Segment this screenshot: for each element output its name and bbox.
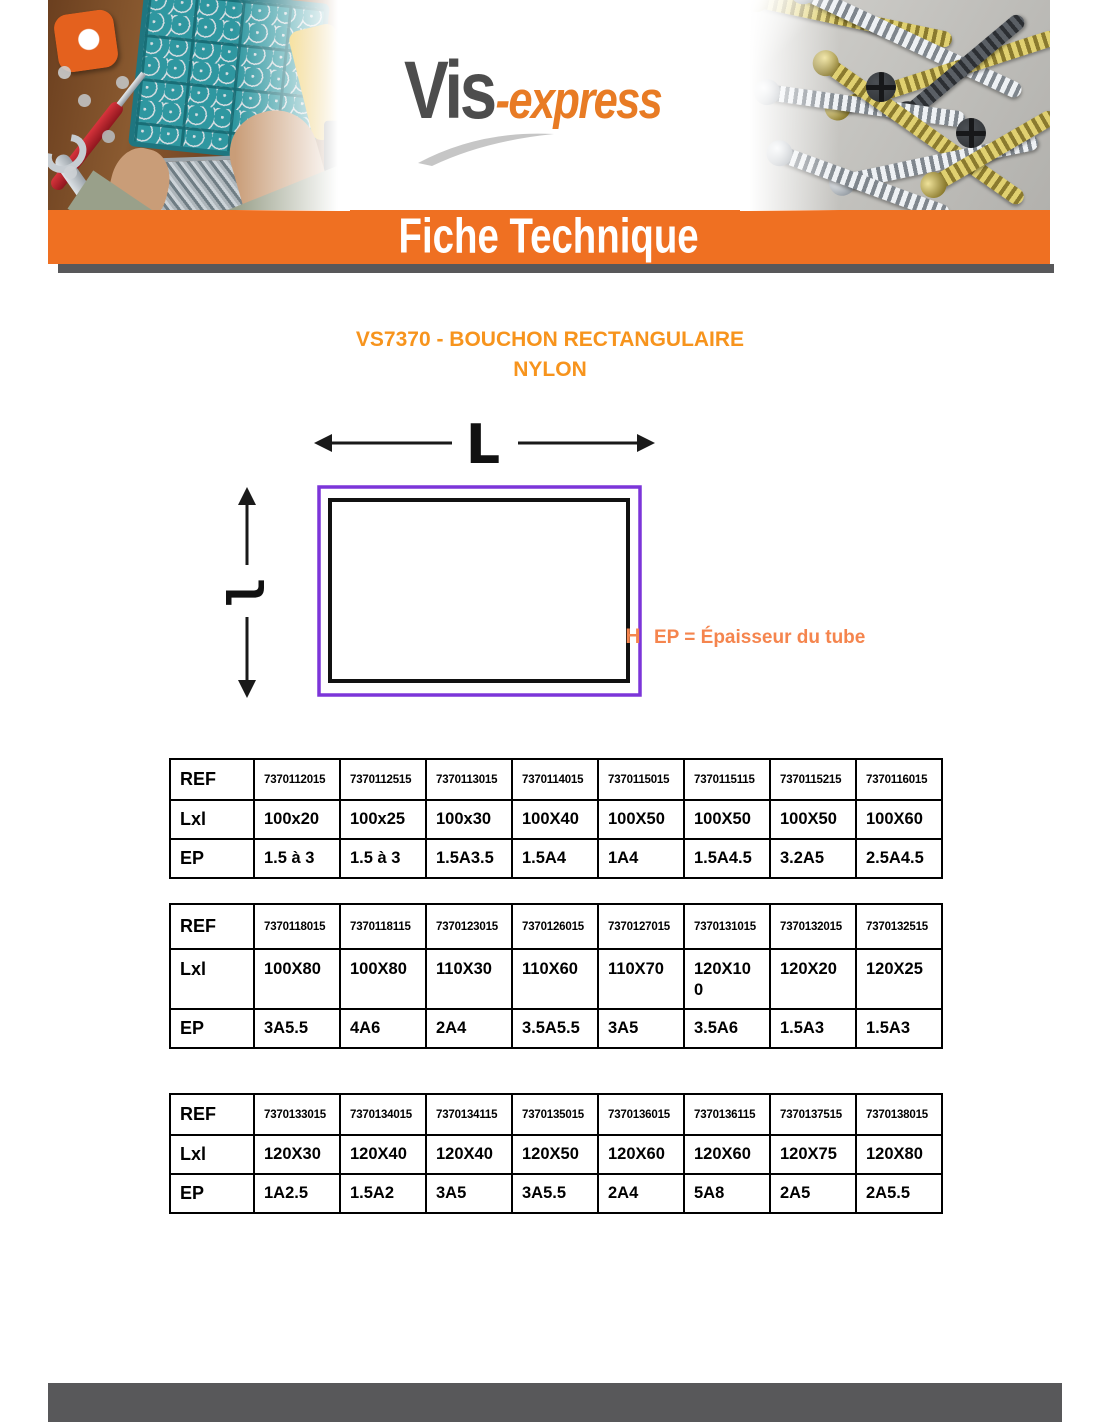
ref-value: 7370135015 bbox=[512, 1094, 598, 1135]
dim-value bbox=[254, 800, 340, 839]
ep-value: 1.5A2 bbox=[340, 1174, 426, 1213]
ref-value: 7370126015 bbox=[512, 904, 598, 949]
ref-value: 7370123015 bbox=[426, 904, 512, 949]
ref-value: 7370134015 bbox=[340, 1094, 426, 1135]
ep-value: 3A5.5 bbox=[512, 1174, 598, 1213]
dim-value bbox=[856, 800, 942, 839]
dim-value-text: 100x30 bbox=[436, 810, 492, 829]
dim-value-text: 100x20 bbox=[264, 810, 320, 829]
row-label: REF bbox=[170, 759, 254, 800]
ref-value: 7370116015 bbox=[856, 759, 942, 800]
ep-value: 5A8 bbox=[684, 1174, 770, 1213]
dim-value-text: 120X25 bbox=[866, 960, 923, 978]
dim-value bbox=[684, 949, 770, 1009]
ref-value: 7370115115 bbox=[684, 759, 770, 800]
dim-value-text: 120X50 bbox=[522, 1145, 579, 1164]
dim-value bbox=[426, 949, 512, 1009]
dim-value bbox=[340, 949, 426, 1009]
spec-table-1 bbox=[169, 758, 943, 879]
row-label: EP bbox=[170, 839, 254, 878]
dim-value bbox=[770, 1135, 856, 1174]
dim-value-text: 120X75 bbox=[780, 1145, 837, 1164]
dim-value-text: 120X40 bbox=[350, 1145, 407, 1164]
dim-value bbox=[426, 800, 512, 839]
dim-value bbox=[598, 949, 684, 1009]
ep-value: 2A5 bbox=[770, 1174, 856, 1213]
ep-value: 3A5 bbox=[598, 1009, 684, 1048]
tube-outer-wall bbox=[319, 487, 640, 695]
ref-value: 7370118115 bbox=[340, 904, 426, 949]
arrow-up-icon bbox=[238, 487, 256, 505]
ref-value: 7370115215 bbox=[770, 759, 856, 800]
ref-value: 7370112015 bbox=[254, 759, 340, 800]
ep-value: 1.5 à 3 bbox=[254, 839, 340, 878]
ref-value: 7370118015 bbox=[254, 904, 340, 949]
product-title bbox=[0, 325, 1100, 385]
ep-value: 2A4 bbox=[426, 1009, 512, 1048]
ref-value: 7370113015 bbox=[426, 759, 512, 800]
ep-value: 1A2.5 bbox=[254, 1174, 340, 1213]
spec-table-3 bbox=[169, 1093, 943, 1214]
dim-value bbox=[684, 1135, 770, 1174]
ref-value: 7370138015 bbox=[856, 1094, 942, 1135]
dim-value bbox=[770, 949, 856, 1009]
product-title-line2: NYLON bbox=[513, 358, 587, 381]
ep-value: 2A5.5 bbox=[856, 1174, 942, 1213]
ep-value: 1.5A4 bbox=[512, 839, 598, 878]
dim-value-text: 120X100 bbox=[694, 960, 751, 999]
dim-value-text: 100X50 bbox=[694, 810, 751, 829]
ref-value: 7370137515 bbox=[770, 1094, 856, 1135]
ref-value: 7370132015 bbox=[770, 904, 856, 949]
dim-value-text: 100X50 bbox=[780, 810, 837, 829]
ep-note: EP = Épaisseur du tube bbox=[654, 627, 866, 648]
dim-value bbox=[254, 1135, 340, 1174]
dim-value-text: 110X70 bbox=[608, 960, 664, 978]
spec-table-2 bbox=[169, 903, 943, 1049]
dim-value-text: 110X60 bbox=[522, 960, 578, 978]
dim-value bbox=[856, 949, 942, 1009]
ep-value: 1.5A3 bbox=[770, 1009, 856, 1048]
ep-value: 1.5A4.5 bbox=[684, 839, 770, 878]
ep-value: 1.5A3.5 bbox=[426, 839, 512, 878]
dim-value-text: 100X50 bbox=[608, 810, 665, 829]
dim-value bbox=[684, 800, 770, 839]
ep-value: 2A4 bbox=[598, 1174, 684, 1213]
dim-value bbox=[340, 1135, 426, 1174]
dim-value-text: 110X30 bbox=[436, 960, 492, 978]
arrow-down-icon bbox=[238, 680, 256, 698]
dim-value-text: 120X20 bbox=[780, 960, 837, 978]
dim-value bbox=[426, 1135, 512, 1174]
ref-value: 7370115015 bbox=[598, 759, 684, 800]
ref-value: 7370114015 bbox=[512, 759, 598, 800]
banner-shadow bbox=[58, 264, 1054, 273]
dim-value-text: 100X60 bbox=[866, 810, 923, 829]
dim-value bbox=[254, 949, 340, 1009]
length-label: L bbox=[465, 413, 501, 476]
ref-value: 7370134115 bbox=[426, 1094, 512, 1135]
dim-value bbox=[340, 800, 426, 839]
dim-value-text: 120X30 bbox=[264, 1145, 321, 1164]
ref-value: 7370136015 bbox=[598, 1094, 684, 1135]
arrow-right-icon bbox=[637, 434, 655, 452]
row-label: Lxl bbox=[170, 800, 254, 839]
photo-fade bbox=[740, 0, 1050, 211]
ref-value: 7370132515 bbox=[856, 904, 942, 949]
dim-value-text: 120X40 bbox=[436, 1145, 493, 1164]
product-title-line1: VS7370 - BOUCHON RECTANGULAIRE bbox=[355, 328, 745, 351]
dim-value bbox=[770, 800, 856, 839]
dim-value bbox=[856, 1135, 942, 1174]
ref-value: 7370136115 bbox=[684, 1094, 770, 1135]
screws-pile-photo bbox=[740, 0, 1050, 211]
ep-value: 3.2A5 bbox=[770, 839, 856, 878]
ep-value: 1A4 bbox=[598, 839, 684, 878]
workbench-photo bbox=[48, 0, 350, 211]
dim-value bbox=[598, 1135, 684, 1174]
ep-value: 1.5 à 3 bbox=[340, 839, 426, 878]
ref-value: 7370127015 bbox=[598, 904, 684, 949]
ref-value: 7370131015 bbox=[684, 904, 770, 949]
row-label: Lxl bbox=[170, 949, 254, 1009]
dim-value-text: 100x25 bbox=[350, 810, 406, 829]
ep-value: 1.5A3 bbox=[856, 1009, 942, 1048]
banner-title: Fiche Technique bbox=[398, 209, 700, 264]
ep-value: 4A6 bbox=[340, 1009, 426, 1048]
row-label: EP bbox=[170, 1009, 254, 1048]
dim-value-text: 120X60 bbox=[608, 1145, 665, 1164]
dim-value bbox=[512, 800, 598, 839]
ep-value: 3.5A6 bbox=[684, 1009, 770, 1048]
row-label: REF bbox=[170, 1094, 254, 1135]
dim-value-text: 120X80 bbox=[866, 1145, 923, 1164]
vis-express-logo bbox=[404, 45, 662, 136]
logo-text-sub: -express bbox=[495, 71, 662, 130]
ref-value: 7370112515 bbox=[340, 759, 426, 800]
ep-value: 3.5A5.5 bbox=[512, 1009, 598, 1048]
height-label: H bbox=[625, 625, 641, 648]
dim-value-text: 100X80 bbox=[350, 960, 407, 978]
dim-value-text: 100X40 bbox=[522, 810, 579, 829]
ep-value: 3A5.5 bbox=[254, 1009, 340, 1048]
width-label: l bbox=[218, 576, 276, 608]
dim-value bbox=[512, 949, 598, 1009]
dim-value-text: 100X80 bbox=[264, 960, 321, 978]
photo-fade bbox=[48, 0, 350, 211]
dim-value bbox=[512, 1135, 598, 1174]
dimension-diagram bbox=[180, 405, 900, 720]
dim-value-text: 120X60 bbox=[694, 1145, 751, 1164]
row-label: EP bbox=[170, 1174, 254, 1213]
banner bbox=[48, 210, 1050, 264]
footer-bar bbox=[48, 1383, 1062, 1422]
row-label: Lxl bbox=[170, 1135, 254, 1174]
logo-text-main: Vis bbox=[404, 45, 494, 136]
dim-value bbox=[598, 800, 684, 839]
arrow-left-icon bbox=[314, 434, 332, 452]
row-label: REF bbox=[170, 904, 254, 949]
ep-value: 2.5A4.5 bbox=[856, 839, 942, 878]
ep-value: 3A5 bbox=[426, 1174, 512, 1213]
ref-value: 7370133015 bbox=[254, 1094, 340, 1135]
